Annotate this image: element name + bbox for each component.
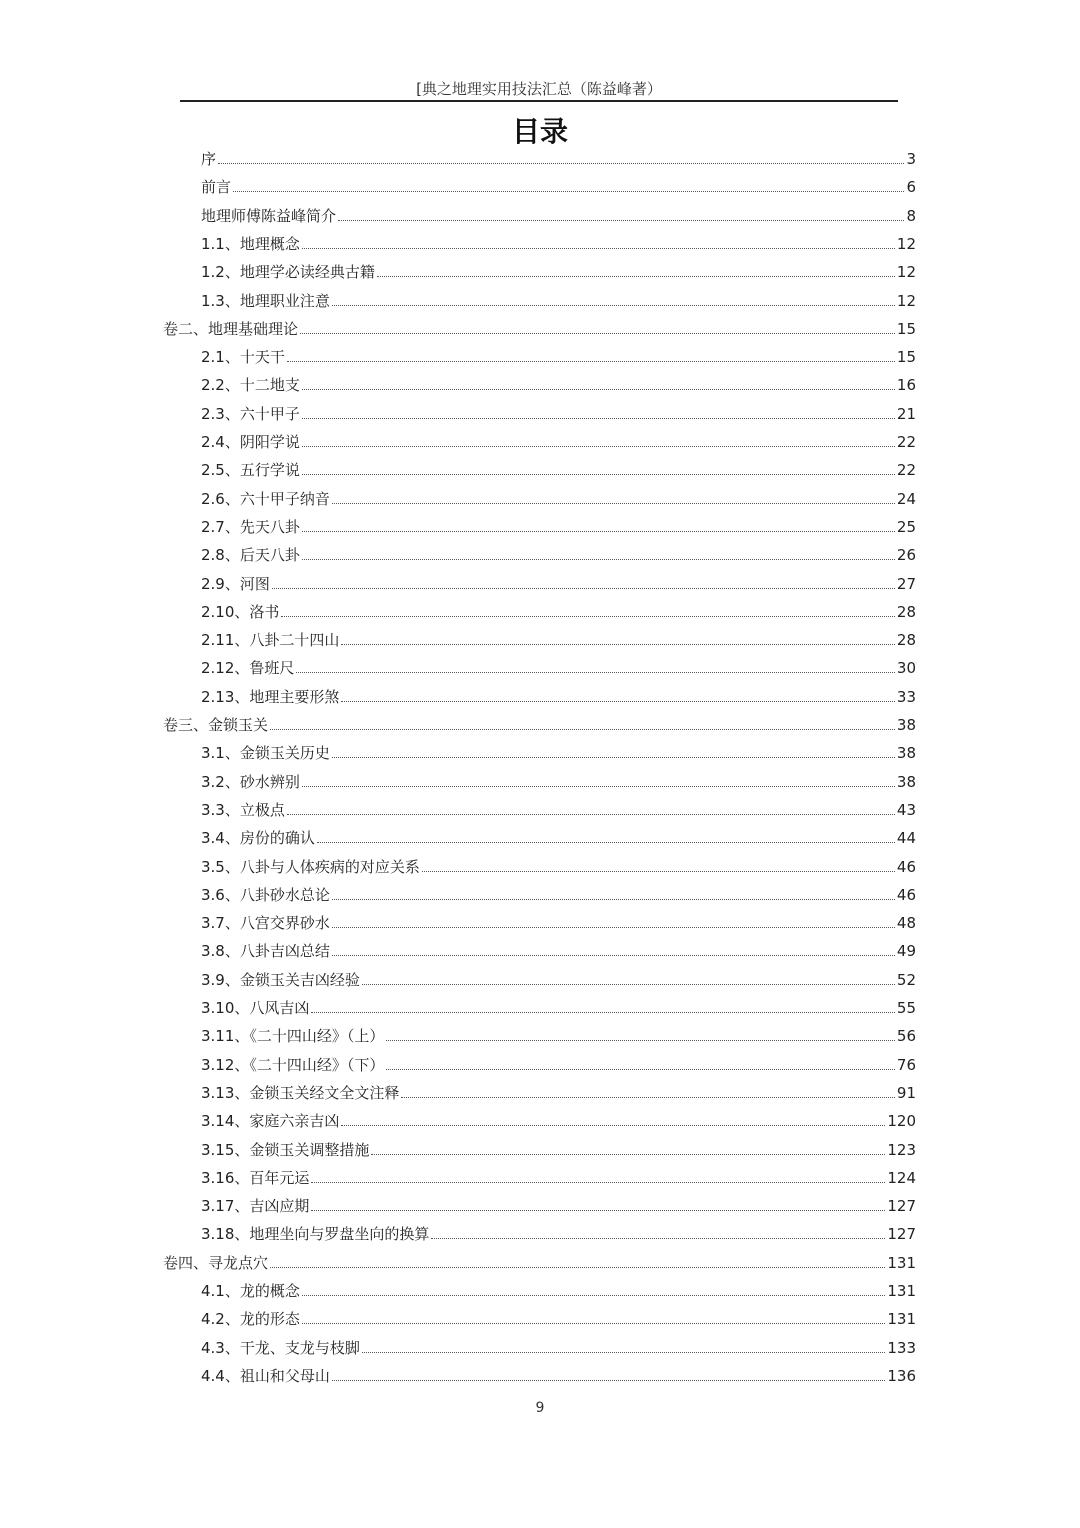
toc-entry-label: 前言 — [201, 178, 232, 197]
toc-dot-leader — [302, 1285, 886, 1297]
toc-entry-page: 131 — [887, 1282, 916, 1300]
toc-entry[interactable] — [163, 1252, 916, 1278]
toc-entry-label: 4.4、祖山和父母山 — [201, 1366, 330, 1385]
toc-entry-page: 38 — [896, 716, 916, 734]
toc-entry-label: 2.11、八卦二十四山 — [201, 631, 340, 650]
toc-dot-leader — [287, 803, 895, 815]
toc-entry-page: 27 — [896, 574, 916, 593]
toc-entry[interactable] — [201, 346, 916, 372]
toc-entry-label: 1.2、地理学必读经典古籍 — [201, 263, 375, 282]
toc-entry[interactable] — [201, 1139, 916, 1165]
toc-dot-leader — [302, 520, 895, 532]
toc-entry-page: 46 — [896, 857, 916, 876]
toc-dot-leader — [302, 379, 895, 391]
toc-dot-leader — [233, 181, 904, 193]
toc-dot-leader — [401, 1086, 895, 1098]
toc-entry[interactable] — [201, 1365, 916, 1391]
toc-dot-leader — [332, 294, 895, 306]
toc-dot-leader — [302, 237, 895, 249]
toc-entry-label: 地理师傅陈益峰简介 — [201, 206, 337, 225]
toc-entry[interactable] — [201, 1280, 916, 1306]
toc-entry[interactable] — [201, 884, 916, 910]
toc-entry-label: 3.16、百年元运 — [201, 1168, 310, 1187]
toc-dot-leader — [300, 322, 895, 334]
toc-entry[interactable] — [201, 969, 916, 995]
toc-entry[interactable] — [201, 176, 916, 202]
toc-entry-page: 127 — [887, 1225, 916, 1244]
toc-entry[interactable] — [201, 516, 916, 542]
toc-dot-leader — [362, 973, 895, 985]
toc-dot-leader — [302, 407, 895, 419]
toc-entry-label: 1.3、地理职业注意 — [201, 291, 330, 310]
header-rule — [180, 100, 898, 102]
toc-dot-leader — [362, 1341, 886, 1353]
toc-entry[interactable] — [201, 1054, 916, 1080]
toc-dot-leader — [296, 662, 895, 674]
toc-entry-label: 2.10、洛书 — [201, 602, 280, 621]
toc-entry[interactable] — [201, 601, 916, 627]
toc-entry-page: 48 — [896, 914, 916, 933]
toc-entry-page: 6 — [906, 178, 916, 197]
toc-entry-label: 2.5、五行学说 — [201, 461, 300, 480]
toc-entry[interactable] — [201, 657, 916, 683]
toc-entry-page: 44 — [896, 829, 916, 848]
toc-entry-label: 4.1、龙的概念 — [201, 1282, 300, 1300]
toc-entry[interactable] — [201, 1308, 916, 1334]
toc-dot-leader — [311, 1200, 885, 1212]
toc-entry[interactable] — [201, 856, 916, 882]
toc-entry-label: 序 — [201, 150, 217, 168]
toc-dot-leader — [341, 634, 895, 646]
toc-entry-page: 76 — [896, 1055, 916, 1074]
toc-entry[interactable] — [201, 261, 916, 287]
toc-entry[interactable] — [201, 1025, 916, 1051]
toc-entry-page: 28 — [896, 602, 916, 621]
toc-dot-leader — [302, 549, 895, 561]
toc-entry-page: 15 — [896, 319, 916, 338]
page-title: 目录 — [511, 115, 568, 148]
toc-entry-page: 28 — [896, 631, 916, 650]
toc-entry-page: 12 — [896, 291, 916, 310]
toc-entry-label: 2.12、鲁班尺 — [201, 659, 295, 678]
toc-entry-label: 卷三、金锁玉关 — [163, 716, 269, 734]
toc-dot-leader — [302, 436, 895, 448]
toc-entry[interactable] — [201, 1110, 916, 1136]
toc-entry-label: 3.2、砂水辨别 — [201, 772, 300, 791]
toc-entry-page: 33 — [896, 687, 916, 706]
toc-entry-label: 3.12、《二十四山经》（下） — [201, 1055, 385, 1074]
toc-entry-label: 2.13、地理主要形煞 — [201, 687, 340, 706]
toc-dot-leader — [341, 1115, 885, 1127]
toc-entry-label: 2.6、六十甲子纳音 — [201, 489, 330, 508]
toc-entry-page: 38 — [896, 772, 916, 791]
toc-entry[interactable] — [201, 1223, 916, 1249]
toc-entry-page: 30 — [896, 659, 916, 678]
running-header: [典之地理实用技法汇总（陈益峰著） — [416, 80, 662, 98]
toc-entry-page: 120 — [887, 1112, 916, 1131]
toc-dot-leader — [377, 266, 895, 278]
toc-entry[interactable] — [201, 912, 916, 938]
toc-dot-leader — [302, 1313, 886, 1325]
toc-entry[interactable] — [201, 686, 916, 712]
toc-dot-leader — [386, 1030, 895, 1042]
toc-entry[interactable] — [201, 742, 916, 768]
toc-entry-label: 3.18、地理坐向与罗盘坐向的换算 — [201, 1225, 430, 1244]
toc-entry[interactable] — [201, 827, 916, 853]
toc-entry-label: 2.8、后天八卦 — [201, 546, 300, 565]
toc-entry-label: 卷四、寻龙点穴 — [163, 1253, 269, 1272]
toc-dot-leader — [302, 775, 895, 787]
toc-entry[interactable] — [201, 403, 916, 429]
toc-entry-label: 3.17、吉凶应期 — [201, 1197, 310, 1216]
toc-entry-page: 56 — [896, 1027, 916, 1046]
toc-dot-leader — [332, 1369, 886, 1381]
toc-dot-leader — [422, 860, 895, 872]
toc-entry-page: 46 — [896, 885, 916, 904]
toc-entry[interactable] — [201, 1082, 916, 1108]
toc-entry[interactable] — [201, 205, 916, 231]
toc-entry-page: 38 — [896, 744, 916, 763]
toc-entry[interactable] — [201, 374, 916, 400]
toc-entry-page: 91 — [896, 1083, 916, 1102]
toc-dot-leader — [287, 351, 895, 363]
toc-entry-label: 3.7、八宫交界砂水 — [201, 914, 330, 933]
toc-entry-page: 131 — [887, 1310, 916, 1329]
toc-entry-page: 55 — [896, 999, 916, 1017]
toc-entry-page: 15 — [896, 348, 916, 367]
toc-entry-label: 2.7、先天八卦 — [201, 517, 300, 536]
toc-entry-page: 49 — [896, 942, 916, 961]
toc-entry-label: 3.4、房份的确认 — [201, 829, 315, 848]
toc-entry[interactable] — [201, 544, 916, 570]
toc-entry-page: 24 — [896, 489, 916, 508]
toc-dot-leader — [332, 888, 895, 900]
toc-dot-leader — [371, 1143, 885, 1155]
toc-entry[interactable] — [201, 629, 916, 655]
toc-entry-page: 16 — [896, 376, 916, 395]
toc-entry-page: 123 — [887, 1140, 916, 1159]
toc-entry-label: 3.15、金锁玉关调整措施 — [201, 1140, 370, 1159]
toc-dot-leader — [218, 153, 904, 165]
toc-entry-label: 2.3、六十甲子 — [201, 404, 300, 423]
toc-entry-page: 22 — [896, 433, 916, 451]
toc-entry-page: 52 — [896, 970, 916, 989]
toc-entry-page: 3 — [906, 150, 916, 168]
toc-entry-label: 3.13、金锁玉关经文全文注释 — [201, 1083, 400, 1102]
toc-entry[interactable] — [201, 290, 916, 316]
toc-entry-label: 4.3、干龙、支龙与枝脚 — [201, 1338, 360, 1357]
toc-entry[interactable] — [201, 459, 916, 485]
toc-dot-leader — [332, 945, 895, 957]
toc-entry-label: 3.14、家庭六亲吉凶 — [201, 1112, 340, 1131]
toc-entry[interactable] — [201, 1195, 916, 1221]
toc-entry-page: 12 — [896, 234, 916, 253]
toc-dot-leader — [332, 492, 895, 504]
toc-entry[interactable] — [201, 233, 916, 259]
toc-entry-page: 12 — [896, 263, 916, 282]
toc-entry-label: 3.1、金锁玉关历史 — [201, 744, 330, 763]
toc-entry[interactable] — [201, 799, 916, 825]
toc-dot-leader — [338, 209, 904, 221]
toc-entry-page: 8 — [906, 206, 916, 225]
toc-entry-label: 2.2、十二地支 — [201, 376, 300, 395]
toc-entry-label: 3.8、八卦吉凶总结 — [201, 942, 330, 961]
toc-entry-label: 2.4、阴阳学说 — [201, 433, 300, 451]
toc-entry[interactable] — [163, 714, 916, 740]
toc-entry-page: 25 — [896, 517, 916, 536]
toc-dot-leader — [332, 747, 895, 759]
toc-entry-page: 124 — [887, 1168, 916, 1187]
toc-entry[interactable] — [201, 1167, 916, 1193]
toc-entry-label: 4.2、龙的形态 — [201, 1310, 300, 1329]
toc-entry-label: 3.10、八风吉凶 — [201, 999, 310, 1017]
toc-entry[interactable] — [163, 318, 916, 344]
toc-entry[interactable] — [201, 940, 916, 966]
toc-entry-label: 3.11、《二十四山经》（上） — [201, 1027, 385, 1046]
toc-entry-label: 卷二、地理基础理论 — [163, 319, 299, 338]
toc-dot-leader — [431, 1228, 885, 1240]
toc-dot-leader — [270, 719, 895, 731]
toc-dot-leader — [281, 605, 895, 617]
toc-entry-label: 3.3、立极点 — [201, 800, 285, 819]
toc-entry-label: 2.9、河图 — [201, 574, 270, 593]
toc-entry-page: 26 — [896, 546, 916, 565]
toc-entry-page: 21 — [896, 404, 916, 423]
toc-dot-leader — [332, 917, 895, 929]
toc-entry[interactable] — [201, 997, 916, 1023]
toc-entry-label: 2.1、十天干 — [201, 348, 285, 367]
toc-entry-label: 3.9、金锁玉关吉凶经验 — [201, 970, 360, 989]
toc-entry-page: 22 — [896, 461, 916, 480]
toc-entry[interactable] — [201, 771, 916, 797]
toc-entry[interactable] — [201, 431, 916, 457]
toc-dot-leader — [311, 1002, 895, 1014]
toc-entry-page: 131 — [887, 1253, 916, 1272]
toc-dot-leader — [341, 690, 895, 702]
toc-dot-leader — [386, 1058, 895, 1070]
toc-dot-leader — [270, 1256, 885, 1268]
toc-entry-page: 43 — [896, 800, 916, 819]
toc-entry-label: 3.6、八卦砂水总论 — [201, 885, 330, 904]
toc-dot-leader — [272, 577, 895, 589]
toc-entry-label: 1.1、地理概念 — [201, 234, 300, 253]
page-number: 9 — [535, 1400, 545, 1416]
toc-entry[interactable] — [201, 488, 916, 514]
toc-entry-page: 136 — [887, 1366, 916, 1385]
toc-entry[interactable] — [201, 148, 916, 174]
toc-dot-leader — [317, 832, 895, 844]
toc-entry[interactable] — [201, 573, 916, 599]
toc-entry[interactable] — [201, 1337, 916, 1363]
toc-dot-leader — [311, 1171, 885, 1183]
toc-entry-page: 127 — [887, 1197, 916, 1216]
toc-dot-leader — [302, 464, 895, 476]
toc-entry-page: 133 — [887, 1338, 916, 1357]
toc-entry-label: 3.5、八卦与人体疾病的对应关系 — [201, 857, 420, 876]
